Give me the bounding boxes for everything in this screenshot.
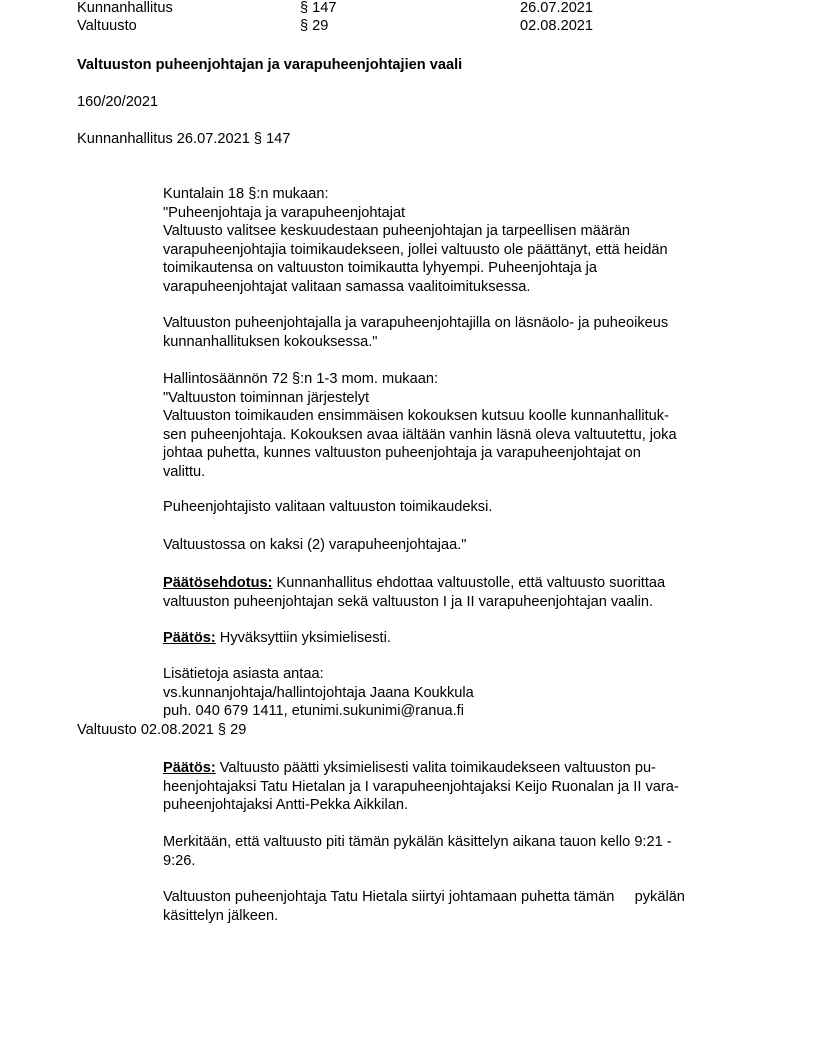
law-quote-line: "Puheenjohtaja ja varapuheenjohtajat <box>163 204 406 221</box>
note-line: Merkitään, että valtuusto piti tämän pykälän käsittelyn aikana tauon kello 9:21 - <box>163 834 672 850</box>
note-line: käsittelyn jälkeen. <box>163 907 279 924</box>
regulation-line: valittu. <box>163 463 206 480</box>
chair-note <box>163 888 763 925</box>
regulation-line: sen puheenjohtaja. Kokouksen avaa iältään vanhin läsnä oleva valtuutettu, joka <box>163 426 677 443</box>
header-date: 02.08.2021 <box>520 18 594 34</box>
note-line: 9:26. <box>163 852 196 869</box>
regulation-2 <box>163 498 763 517</box>
council-decision-line-3: puheenjohtajaksi Antti-Pekka Aikkilan. <box>163 797 409 813</box>
decision-proposal <box>163 574 763 611</box>
kh-decision <box>163 629 763 648</box>
header-body: Kunnanhallitus <box>77 0 173 16</box>
law-quote-line: toimikautensa on valtuuston toimikautta lyhyempi. Puheenjohtaja ja <box>163 260 598 276</box>
contact-line: vs.kunnanjohtaja/hallintojohtaja Jaana Koukkula <box>163 684 474 701</box>
regulation-line: "Valtuuston toiminnan järjestelyt <box>163 389 370 406</box>
regulation-line: Valtuustossa on kaksi (2) varapuheenjohtajaa." <box>163 537 467 553</box>
council-decision-line-1 <box>163 759 763 778</box>
kh-decision-label: Päätös: <box>163 630 216 646</box>
regulation-line: Hallintosäännön 72 §:n 1-3 mom. mukaan: <box>163 371 439 387</box>
law-quote-line: Valtuusto valitsee keskuudestaan puheenjohtajan ja tarpeellisen määrän <box>163 223 631 239</box>
kh-meeting-heading: Kunnanhallitus 26.07.2021 § 147 <box>77 131 291 147</box>
proposal-line-1 <box>163 574 763 593</box>
contact-line: puh. 040 679 1411, etunimi.sukunimi@ranua.fi <box>163 703 464 719</box>
kh-decision-text: Hyväksyttiin yksimielisesti. <box>219 630 391 646</box>
council-decision <box>163 759 763 815</box>
proposal-line-2: valtuuston puheenjohtajan sekä valtuuston I ja II varapuheenjohtajan vaalin. <box>163 593 654 610</box>
break-note <box>163 833 763 870</box>
document-title: Valtuuston puheenjohtajan ja varapuheenjohtajien vaali <box>77 57 463 73</box>
header-row-kunnanhallitus <box>77 0 173 18</box>
regulation-line: johtaa puhetta, kunnes valtuuston puheenjohtaja ja varapuheenjohtajat on <box>163 445 641 461</box>
council-meeting-heading: Valtuusto 02.08.2021 § 29 <box>77 722 247 738</box>
law-quote-line: Valtuuston puheenjohtajalla ja varapuheenjohtajilla on läsnäolo- ja puheoikeus <box>163 315 669 331</box>
proposal-text: Kunnanhallitus ehdottaa valtuustolle, että valtuusto suorittaa <box>276 575 666 591</box>
regulation-line: Valtuuston toimikauden ensimmäisen kokouksen kutsuu koolle kunnanhallituk- <box>163 408 669 424</box>
regulation-3 <box>163 536 763 555</box>
header-section: § 147 <box>300 0 337 16</box>
law-quote <box>163 185 763 296</box>
header-date: 26.07.2021 <box>520 0 594 16</box>
header-section: § 29 <box>300 18 329 34</box>
header-body: Valtuusto <box>77 18 137 34</box>
law-quote-line: varapuheenjohtajat valitaan samassa vaalitoimituksessa. <box>163 278 531 295</box>
council-decision-line-2: heenjohtajaksi Tatu Hietalan ja I varapuheenjohtajaksi Keijo Ruonalan ja II vara- <box>163 778 679 795</box>
contact-info <box>163 665 763 721</box>
regulation-line: Puheenjohtajisto valitaan valtuuston toimikaudeksi. <box>163 499 493 515</box>
law-quote-line: Kuntalain 18 §:n mukaan: <box>163 186 329 202</box>
law-quote-line: kunnanhallituksen kokouksessa." <box>163 333 378 350</box>
note-line: Valtuuston puheenjohtaja Tatu Hietala siirtyi johtamaan puhetta tämän pykälän <box>163 889 685 905</box>
law-quote-2 <box>163 314 763 351</box>
law-quote-line: varapuheenjohtajia toimikaudekseen, jollei valtuusto ole päättänyt, että heidän <box>163 241 668 258</box>
record-number: 160/20/2021 <box>77 94 159 110</box>
proposal-label: Päätösehdotus: <box>163 575 273 591</box>
regulation-quote <box>163 370 763 481</box>
council-decision-label: Päätös: <box>163 760 216 776</box>
contact-line: Lisätietoja asiasta antaa: <box>163 666 324 682</box>
council-decision-text: Valtuusto päätti yksimielisesti valita toimikaudekseen valtuuston pu- <box>219 760 656 776</box>
kh-decision-line <box>163 629 763 648</box>
header-row-valtuusto <box>77 17 137 36</box>
